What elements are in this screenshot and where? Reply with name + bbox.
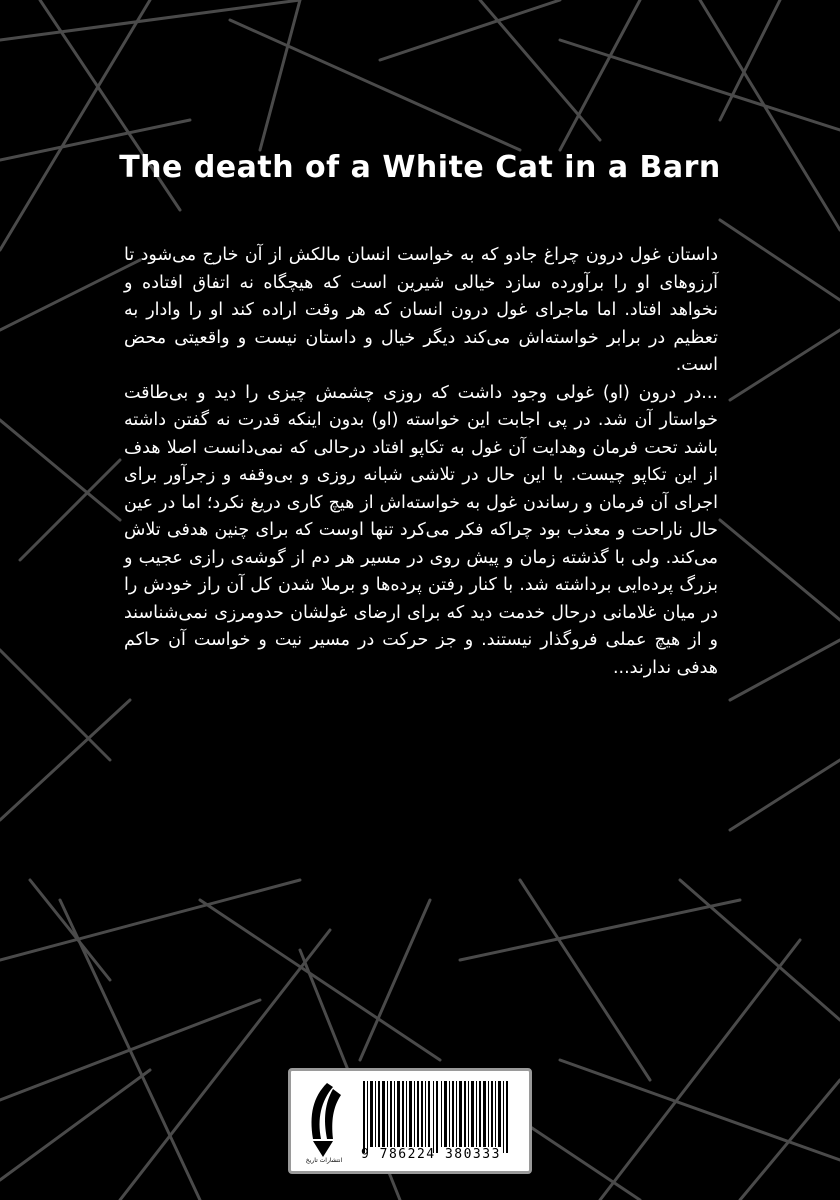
blurb-paragraph: ...در درون (او) غولی وجود داشت که روزی چشمش چیزی را دید و بی‌طاقت خواستار آن شد. در پی اجابت این خواسته (او) بدون اینکه قدرت نه گفتن داشته باشد تحت فرمان وهدایت آن غول به تکاپو افتاد درحالی که نمی‌دانست اصلا هدف از این تکاپو چیست. با این حال در تلاشی شبانه روزی و بی‌وقفه و زجرآور برای اجرای آن فرمان و رساندن غول به خواسته‌اش از هیچ کاری دریغ نکرد؛ اما در عین حال ناراحت و معذب بود چراکه فکر می‌کرد تنها اوست که برای چنین هدفی تلاش می‌کند. ولی با گذشته زمان و پیش روی در مسیر هر دم از گوشه‌ی رازی عجیب و بزرگ پرده‌ایی برداشته شد. با کنار رفتن پرده‌ها و برملا شدن کل آن راز خودش را در میان غلامانی درحال خدمت دید که برای ارضای غولشان حدومرزی نمی‌شناسند و از هیچ عملی فروگذار نیستند. و جز حرکت در مسیر نیت و خواست آن حاکم هدفی ندارند... bbox=[124, 382, 718, 678]
publisher-logo-icon bbox=[299, 1079, 347, 1165]
back-cover-blurb bbox=[124, 242, 718, 682]
book-title: The death of a White Cat in a Barn bbox=[119, 150, 721, 185]
publisher-barcode-panel bbox=[288, 1068, 532, 1174]
blurb-paragraph: داستان غول درون چراغ جادو که به خواست انسان مالکش از آن خارج می‌شود تا آرزوهای او را برآورده سازد خیالی شیرین است که هیچگاه نه اتفاق افتاده و نخواهد افتاد. اما ماجرای غول درون انسان که هر وقت اراده کند او را وادار به تعظیم در برابر خواسته‌اش می‌کند دیگر خیال و داستان نیست و واقعیتی محض است. bbox=[124, 245, 718, 375]
isbn-digits: 9 786224 380333 bbox=[361, 1147, 501, 1162]
publisher-name: انتشارات تاریخ bbox=[305, 1157, 343, 1164]
